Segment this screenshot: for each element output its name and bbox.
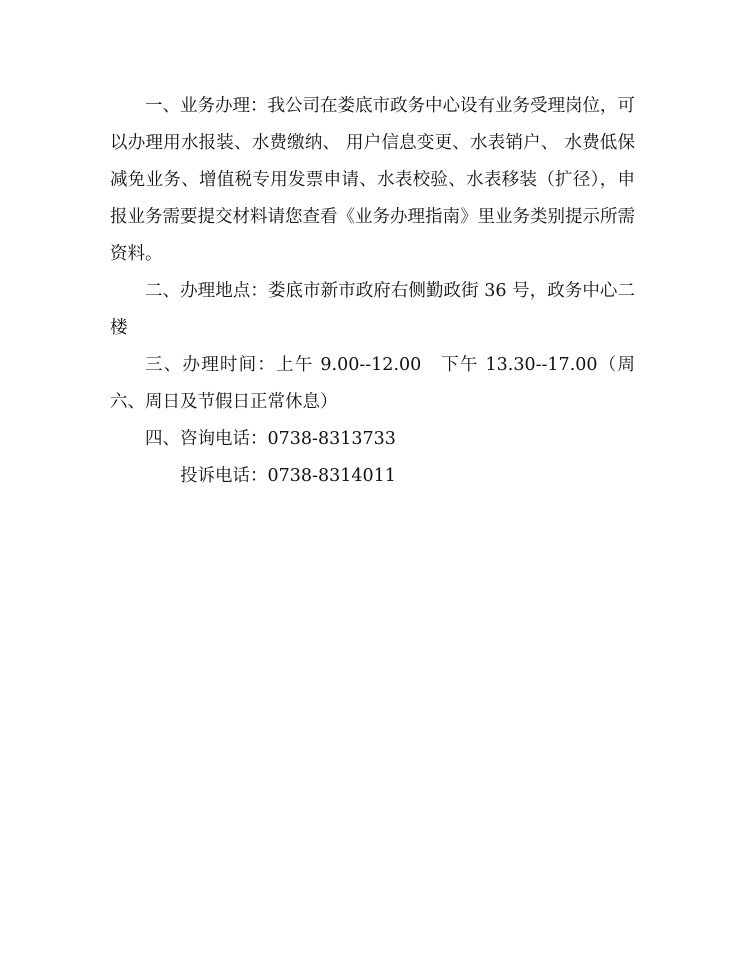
paragraph-business: 一、业务办理：我公司在娄底市政务中心设有业务受理岗位，可以办理用水报装、水费缴纳、 用户信息变更、水表销户、 水费低保减免业务、增值税专用发票申请、水表校验、水表移装（扩径），申报业务需要提交材料请您查看《业务办理指南》里业务类别提示所需资料。 — [110, 96, 635, 264]
document-body — [110, 88, 635, 495]
paragraph-location: 二、办理地点：娄底市新市政府右侧勤政街 36 号，政务中心二楼 — [110, 281, 635, 338]
consult-phone-line: 四、咨询电话：0738-8313733 — [145, 429, 396, 449]
complaint-phone-line: 投诉电话：0738-8314011 — [180, 466, 396, 486]
paragraph-hours: 三、办理时间：上午 9.00--12.00 下午 13.30--17.00（周六、周日及节假日正常休息） — [110, 355, 635, 412]
